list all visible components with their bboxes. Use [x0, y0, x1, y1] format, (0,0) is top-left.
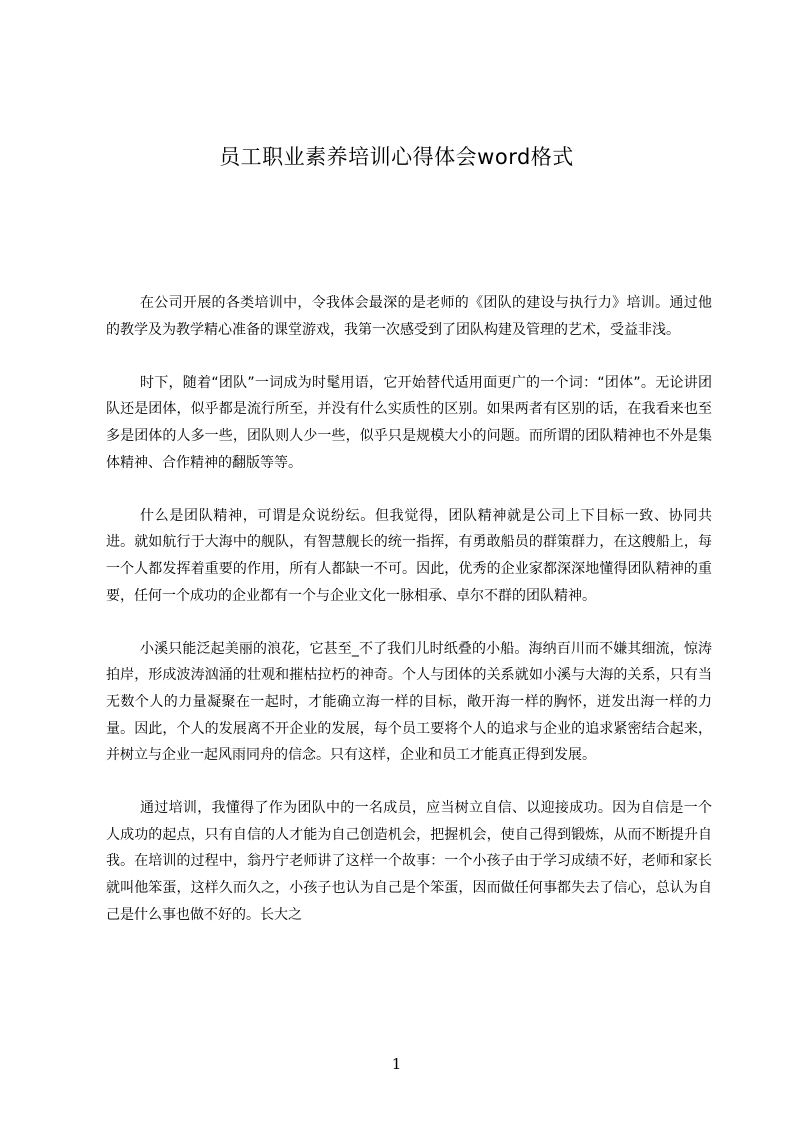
document-body — [106, 290, 712, 955]
paragraph-2: 时下，随着“团队”一词成为时髦用语，它开始替代适用面更广的一个词：“团体”。无论讲团队还是团体，似乎都是流行所至，并没有什么实质性的区别。如果两者有区别的话，在我看来也至多是团体的人多一些，团队则人少一些，似乎只是规模大小的问题。而所谓的团队精神也不外是集体精神、合作精神的翻版等等。 — [106, 374, 712, 471]
document-title: 员工职业素养培训心得体会word格式 — [219, 145, 574, 169]
paragraph-5: 通过培训，我懂得了作为团队中的一名成员，应当树立自信、以迎接成功。因为自信是一个人成功的起点，只有自信的人才能为自己创造机会，把握机会，使自己得到锻炼，从而不断提升自我。在培训的过程中，翁丹宁老师讲了这样一个故事：一个小孩子由于学习成绩不好，老师和家长就叫他笨蛋，这样久而久之，小孩子也认为自己是个笨蛋，因而做任何事都失去了信心，总认为自己是什么事也做不好的。长大之 — [106, 800, 712, 923]
paragraph-4: 小溪只能泛起美丽的浪花，它甚至_不了我们儿时纸叠的小船。海纳百川而不嫌其细流，惊涛拍岸，形成波涛汹涌的壮观和摧枯拉朽的神奇。个人与团体的关系就如小溪与大海的关系，只有当无数个人的力量凝聚在一起时，才能确立海一样的目标，敞开海一样的胸怀，迸发出海一样的力量。因此，个人的发展离不开企业的发展，每个员工要将个人的追求与企业的追求紧密结合起来，并树立与企业一起风雨同舟的信念。只有这样，企业和员工才能真正得到发展。 — [106, 640, 712, 764]
paragraph-3: 什么是团队精神，可谓是众说纷纭。但我觉得，团队精神就是公司上下目标一致、协同共进。就如航行于大海中的舰队，有智慧舰长的统一指挥，有勇敢船员的群策群力，在这艘船上，每一个人都发挥着重要的作用，所有人都缺一不可。因此，优秀的企业家都深深地懂得团队精神的重要，任何一个成功的企业都有一个与企业文化一脉相承、卓尔不群的团队精神。 — [106, 507, 712, 604]
paragraph-1: 在公司开展的各类培训中，令我体会最深的是老师的《团队的建设与执行力》培训。通过他的教学及为教学精心准备的课堂游戏，我第一次感受到了团队构建及管理的艺术，受益非浅。 — [106, 295, 712, 338]
page-number: 1 — [391, 1055, 402, 1073]
